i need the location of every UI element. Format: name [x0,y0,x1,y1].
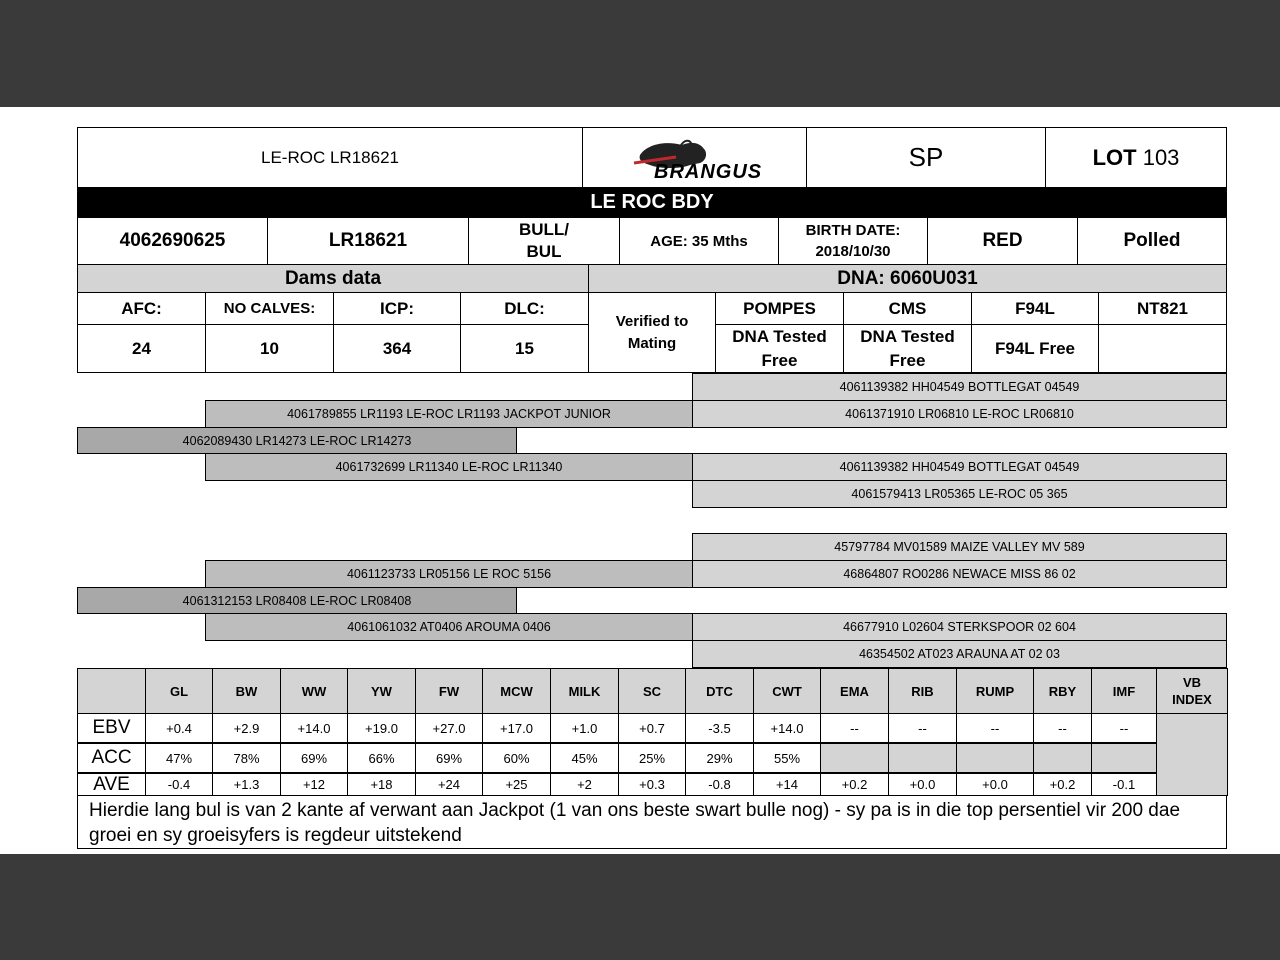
ebv-value-cell: 69% [415,743,483,773]
ebv-col-header: RIB [888,668,957,714]
ebv-value-cell: 45% [550,743,619,773]
ebv-value-cell: -0.1 [1091,773,1157,796]
ebv-col-header: RBY [1033,668,1092,714]
ebv-value-cell: -0.4 [145,773,213,796]
ebv-value-cell: 78% [212,743,281,773]
ebv-col-header: GL [145,668,213,714]
ebv-value-cell: +24 [415,773,483,796]
pedigree-sdd: 4061579413 LR05365 LE-ROC 05 365 [692,480,1227,508]
ebv-value-cell: +0.4 [145,713,213,743]
animal-id: 4062690625 [77,217,268,265]
animal-colour: RED [927,217,1078,265]
animal-age: AGE: 35 Mths [619,217,779,265]
ebv-col-header: MILK [550,668,619,714]
icp-header: ICP: [333,292,461,325]
pedigree-ssd: 4061371910 LR06810 LE-ROC LR06810 [692,400,1227,428]
pedigree-ddd: 46354502 AT023 ARAUNA AT 02 03 [692,640,1227,668]
nt821-value [1098,324,1227,373]
ebv-value-cell: +2.9 [212,713,281,743]
ebv-value-cell: 60% [482,743,551,773]
ebv-value-cell: 47% [145,743,213,773]
birth-date: BIRTH DATE: 2018/10/30 [778,217,928,265]
ebv-value-cell [1033,743,1092,773]
pedigree-dam: 4061312153 LR08408 LE-ROC LR08408 [77,587,517,614]
ebv-value-cell: +1.0 [550,713,619,743]
breed-logo-text: BRANGUS [653,160,762,183]
pompes-header: POMPES [715,292,844,325]
ebv-value-cell: +14.0 [280,713,348,743]
ebv-value-cell: +12 [280,773,348,796]
ebv-value-cell: +19.0 [347,713,416,743]
ebv-value-cell: -- [820,713,889,743]
ebv-value-cell: +14.0 [753,713,821,743]
ebv-col-header: MCW [482,668,551,714]
lot-label: LOT [1092,144,1137,170]
afc-value: 24 [77,324,206,373]
ebv-col-header: RUMP [956,668,1034,714]
comment-text: Hierdie lang bul is van 2 kante af verwant aan Jackpot (1 van ons beste swart bulle nog) - sy pa is in die top persentiel vir 200 dae groei en sy groeisyfers is regdeur uitstekend [77,795,1227,849]
ebv-value-cell [956,743,1034,773]
ebv-value-cell [1091,743,1157,773]
ebv-value-cell: +2 [550,773,619,796]
pedigree-dam-sire: 4061123733 LR05156 LE ROC 5156 [205,560,693,588]
brangus-bull-icon [620,133,770,183]
ebv-value-cell: +0.2 [1033,773,1092,796]
ebv-value-cell [820,743,889,773]
ebv-value-cell: +18 [347,773,416,796]
ebv-value-cell: -0.8 [685,773,754,796]
f94l-value: F94L Free [971,324,1099,373]
ebv-corner-cell [77,668,146,714]
ebv-value-cell: -- [1091,713,1157,743]
icp-value: 364 [333,324,461,373]
ebv-value-cell: -- [956,713,1034,743]
no-calves-value: 10 [205,324,334,373]
pedigree-dss: 45797784 MV01589 MAIZE VALLEY MV 589 [692,533,1227,561]
lot-value: 103 [1142,144,1180,170]
ebv-col-header: FW [415,668,483,714]
ebv-value-cell: +0.7 [618,713,686,743]
ebv-col-header: EMA [820,668,889,714]
no-calves-header: NO CALVES: [205,292,334,325]
ebv-value-cell: -3.5 [685,713,754,743]
ebv-value-cell: +17.0 [482,713,551,743]
pedigree-sire: 4062089430 LR14273 LE-ROC LR14273 [77,427,517,454]
ebv-col-header: DTC [685,668,754,714]
ebv-value-cell: 66% [347,743,416,773]
animal-sex: BULL/ BUL [468,217,620,265]
pedigree-dds: 46677910 L02604 STERKSPOOR 02 604 [692,613,1227,641]
pedigree-dsd: 46864807 RO0286 NEWACE MISS 86 02 [692,560,1227,588]
ebv-value-cell: +0.0 [956,773,1034,796]
ebv-col-header: IMF [1091,668,1157,714]
ebv-col-header: BW [212,668,281,714]
dlc-header: DLC: [460,292,589,325]
ebv-value-cell: +27.0 [415,713,483,743]
status-code: SP [806,127,1046,188]
ebv-value-cell [888,743,957,773]
ebv-value-cell: +1.3 [212,773,281,796]
verified-to-mating: Verified to Mating [588,292,716,373]
ebv-value-cell: 69% [280,743,348,773]
ebv-value-cell: -- [888,713,957,743]
lot-sheet [0,107,1280,854]
pedigree-sss: 4061139382 HH04549 BOTTLEGAT 04549 [692,373,1227,401]
ebv-value-cell: +0.2 [820,773,889,796]
cms-header: CMS [843,292,972,325]
ebv-value-cell: +0.3 [618,773,686,796]
ebv-col-header: SC [618,668,686,714]
breed-logo [582,127,807,188]
ebv-value-cell: 25% [618,743,686,773]
ebv-row-label: AVE [77,773,146,796]
pedigree-dam-dam: 4061061032 AT0406 AROUMA 0406 [205,613,693,641]
animal-name: LE ROC BDY [77,187,1227,218]
ebv-row-label: EBV [77,713,146,743]
dams-data-title: Dams data [77,264,589,293]
ebv-row-label: ACC [77,743,146,773]
vb-index-header: VB INDEX [1156,668,1228,714]
pedigree-sire-dam: 4061732699 LR11340 LE-ROC LR11340 [205,453,693,481]
dlc-value: 15 [460,324,589,373]
afc-header: AFC: [77,292,206,325]
cms-value: DNA Tested Free [843,324,972,373]
ebv-value-cell: 55% [753,743,821,773]
ebv-value-cell: +25 [482,773,551,796]
ebv-value-cell: 29% [685,743,754,773]
horn-status: Polled [1077,217,1227,265]
ebv-col-header: WW [280,668,348,714]
pompes-value: DNA Tested Free [715,324,844,373]
ebv-col-header: CWT [753,668,821,714]
registration-name: LE-ROC LR18621 [77,127,583,188]
ebv-value-cell: -- [1033,713,1092,743]
f94l-header: F94L [971,292,1099,325]
ebv-value-cell: +0.0 [888,773,957,796]
dna-title: DNA: 6060U031 [588,264,1227,293]
lot-number [1045,127,1227,188]
pedigree-sds: 4061139382 HH04549 BOTTLEGAT 04549 [692,453,1227,481]
animal-code: LR18621 [267,217,469,265]
vb-index-value [1156,713,1228,796]
ebv-value-cell: +14 [753,773,821,796]
pedigree-sire-sire: 4061789855 LR1193 LE-ROC LR1193 JACKPOT JUNIOR [205,400,693,428]
nt821-header: NT821 [1098,292,1227,325]
ebv-col-header: YW [347,668,416,714]
